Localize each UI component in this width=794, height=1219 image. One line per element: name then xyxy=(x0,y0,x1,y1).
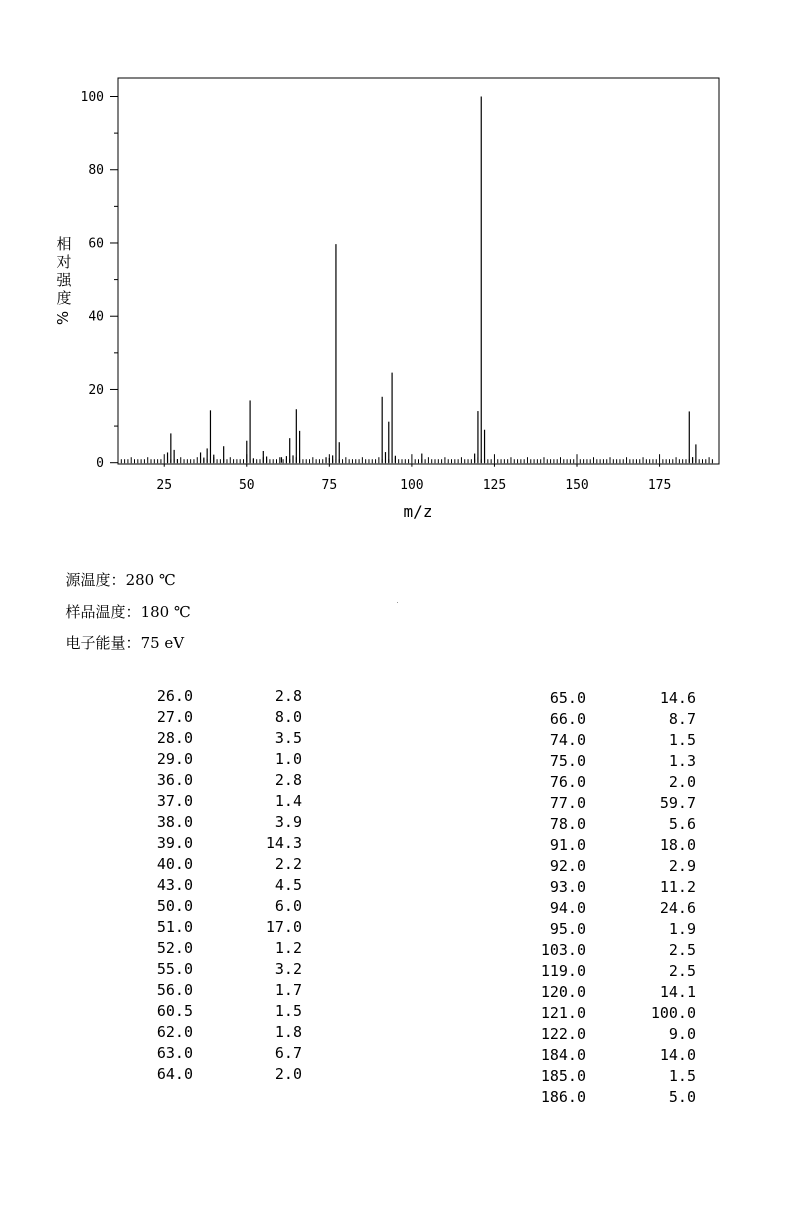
mz-value: 60.5 xyxy=(156,1002,193,1020)
intensity-value: 5.6 xyxy=(668,815,696,833)
intensity-value: 3.5 xyxy=(274,729,302,747)
mz-value: 36.0 xyxy=(156,771,193,789)
mz-value: 40.0 xyxy=(156,855,193,873)
table-row xyxy=(120,770,320,791)
table-row xyxy=(500,982,720,1003)
intensity-value: 17.0 xyxy=(265,918,302,936)
table-row xyxy=(120,1001,320,1022)
x-tick-label: 125 xyxy=(482,478,507,493)
peak-table-left xyxy=(120,686,320,1085)
table-row xyxy=(500,1087,720,1108)
sample-temperature-value: 180 ℃ xyxy=(140,603,191,621)
table-row xyxy=(120,791,320,812)
table-row xyxy=(500,1024,720,1045)
intensity-value: 4.5 xyxy=(274,876,302,894)
mz-value: 91.0 xyxy=(549,836,586,854)
intensity-value: 1.5 xyxy=(668,1067,696,1085)
intensity-value: 1.0 xyxy=(274,750,302,768)
intensity-value: 14.6 xyxy=(659,689,696,707)
intensity-value: 59.7 xyxy=(659,794,696,812)
intensity-value: 2.0 xyxy=(668,773,696,791)
mz-value: 119.0 xyxy=(540,962,586,980)
intensity-value: 2.0 xyxy=(274,1065,302,1083)
intensity-value: 1.9 xyxy=(668,920,696,938)
mz-value: 65.0 xyxy=(549,689,586,707)
peak-table-right xyxy=(500,688,720,1108)
table-row xyxy=(120,959,320,980)
table-row xyxy=(120,707,320,728)
x-tick-label: 75 xyxy=(321,478,338,493)
intensity-value: 2.5 xyxy=(668,941,696,959)
mass-spectrum-chart xyxy=(0,0,794,540)
table-row xyxy=(120,686,320,707)
stray-dot xyxy=(397,602,398,603)
table-row xyxy=(500,919,720,940)
table-row xyxy=(120,938,320,959)
y-tick-label: 100 xyxy=(80,90,104,105)
x-axis-label: m/z xyxy=(403,502,433,521)
mz-value: 55.0 xyxy=(156,960,193,978)
intensity-value: 14.3 xyxy=(265,834,302,852)
intensity-value: 1.5 xyxy=(274,1002,302,1020)
y-label-char: 强 xyxy=(56,271,72,289)
table-row xyxy=(500,856,720,877)
mz-value: 76.0 xyxy=(549,773,586,791)
mz-value: 185.0 xyxy=(540,1067,586,1085)
intensity-value: 2.8 xyxy=(274,771,302,789)
mz-value: 50.0 xyxy=(156,897,193,915)
table-row xyxy=(500,898,720,919)
x-tick-label: 50 xyxy=(238,478,255,493)
table-row xyxy=(500,772,720,793)
table-row xyxy=(120,1043,320,1064)
intensity-value: 14.1 xyxy=(659,983,696,1001)
intensity-value: 100.0 xyxy=(650,1004,696,1022)
mz-value: 28.0 xyxy=(156,729,193,747)
intensity-value: 6.7 xyxy=(274,1044,302,1062)
table-row xyxy=(500,940,720,961)
y-label-char: 对 xyxy=(56,253,72,271)
mz-value: 38.0 xyxy=(156,813,193,831)
mz-value: 64.0 xyxy=(156,1065,193,1083)
table-row xyxy=(120,728,320,749)
x-tick-label: 25 xyxy=(156,478,173,493)
intensity-value: 18.0 xyxy=(659,836,696,854)
intensity-value: 3.2 xyxy=(274,960,302,978)
intensity-value: 2.8 xyxy=(274,687,302,705)
table-row xyxy=(500,688,720,709)
intensity-value: 1.4 xyxy=(274,792,302,810)
y-axis-label xyxy=(54,235,72,325)
peak-bars xyxy=(168,97,696,463)
mz-value: 121.0 xyxy=(540,1004,586,1022)
mz-value: 122.0 xyxy=(540,1025,586,1043)
y-label-char: 度 xyxy=(56,289,72,307)
intensity-value: 1.5 xyxy=(668,731,696,749)
mz-value: 26.0 xyxy=(156,687,193,705)
electron-energy-value: 75 eV xyxy=(140,634,185,652)
mz-value: 93.0 xyxy=(549,878,586,896)
mz-value: 120.0 xyxy=(540,983,586,1001)
mz-value: 52.0 xyxy=(156,939,193,957)
source-temperature-value: 280 ℃ xyxy=(125,571,176,589)
intensity-value: 9.0 xyxy=(668,1025,696,1043)
mz-value: 56.0 xyxy=(156,981,193,999)
mz-value: 39.0 xyxy=(156,834,193,852)
mz-value: 62.0 xyxy=(156,1023,193,1041)
table-row xyxy=(500,877,720,898)
table-row xyxy=(500,1003,720,1024)
y-label-char: 相 xyxy=(56,235,72,253)
table-row xyxy=(500,1066,720,1087)
mz-value: 51.0 xyxy=(156,918,193,936)
intensity-value: 14.0 xyxy=(659,1046,696,1064)
table-row xyxy=(120,749,320,770)
table-row xyxy=(120,875,320,896)
table-row xyxy=(500,961,720,982)
x-tick-label: 150 xyxy=(565,478,589,493)
table-row xyxy=(120,854,320,875)
mz-value: 92.0 xyxy=(549,857,586,875)
intensity-value: 2.5 xyxy=(668,962,696,980)
sample-temperature-label: 样品温度： xyxy=(65,603,141,621)
mz-value: 63.0 xyxy=(156,1044,193,1062)
y-tick-label: 60 xyxy=(88,236,104,252)
mz-value: 94.0 xyxy=(549,899,586,917)
intensity-value: 1.7 xyxy=(274,981,302,999)
table-row xyxy=(500,814,720,835)
electron-energy-label: 电子能量： xyxy=(65,634,141,652)
intensity-value: 11.2 xyxy=(659,878,696,896)
table-row xyxy=(500,709,720,730)
intensity-value: 8.7 xyxy=(668,710,696,728)
table-row xyxy=(120,812,320,833)
table-row xyxy=(120,980,320,1001)
mz-value: 66.0 xyxy=(549,710,586,728)
intensity-value: 1.8 xyxy=(274,1023,302,1041)
mz-value: 77.0 xyxy=(549,794,586,812)
intensity-value: 1.3 xyxy=(668,752,696,770)
mz-value: 95.0 xyxy=(549,920,586,938)
x-tick-label: 100 xyxy=(400,478,424,493)
mz-value: 43.0 xyxy=(156,876,193,894)
intensity-value: 3.9 xyxy=(274,813,302,831)
table-row xyxy=(500,1045,720,1066)
y-label-char: % xyxy=(54,310,72,326)
mz-value: 29.0 xyxy=(156,750,193,768)
y-tick-label: 0 xyxy=(96,456,104,472)
mz-value: 186.0 xyxy=(540,1088,586,1106)
table-row xyxy=(120,1064,320,1085)
intensity-value: 2.9 xyxy=(668,857,696,875)
table-row xyxy=(500,730,720,751)
intensity-value: 5.0 xyxy=(668,1088,696,1106)
mz-value: 75.0 xyxy=(549,752,586,770)
intensity-value: 24.6 xyxy=(659,899,696,917)
electron-energy xyxy=(56,614,184,653)
y-tick-label: 80 xyxy=(88,163,104,179)
x-tick-label: 175 xyxy=(647,478,672,493)
plot-frame xyxy=(118,78,719,464)
intensity-value: 2.2 xyxy=(274,855,302,873)
table-row xyxy=(120,833,320,854)
intensity-value: 6.0 xyxy=(274,897,302,915)
source-temperature-label: 源温度： xyxy=(65,571,126,589)
mz-value: 74.0 xyxy=(549,731,586,749)
mz-value: 78.0 xyxy=(549,815,586,833)
mz-value: 184.0 xyxy=(540,1046,586,1064)
mz-value: 27.0 xyxy=(156,708,193,726)
y-tick-label: 40 xyxy=(88,309,104,325)
y-tick-label: 20 xyxy=(88,382,104,398)
table-row xyxy=(500,793,720,814)
table-row xyxy=(500,751,720,772)
table-row xyxy=(120,896,320,917)
intensity-value: 1.2 xyxy=(274,939,302,957)
table-row xyxy=(120,1022,320,1043)
mz-value: 103.0 xyxy=(540,941,586,959)
table-row xyxy=(500,835,720,856)
mz-value: 37.0 xyxy=(156,792,193,810)
table-row xyxy=(120,917,320,938)
y-axis xyxy=(81,90,118,471)
intensity-value: 8.0 xyxy=(274,708,302,726)
